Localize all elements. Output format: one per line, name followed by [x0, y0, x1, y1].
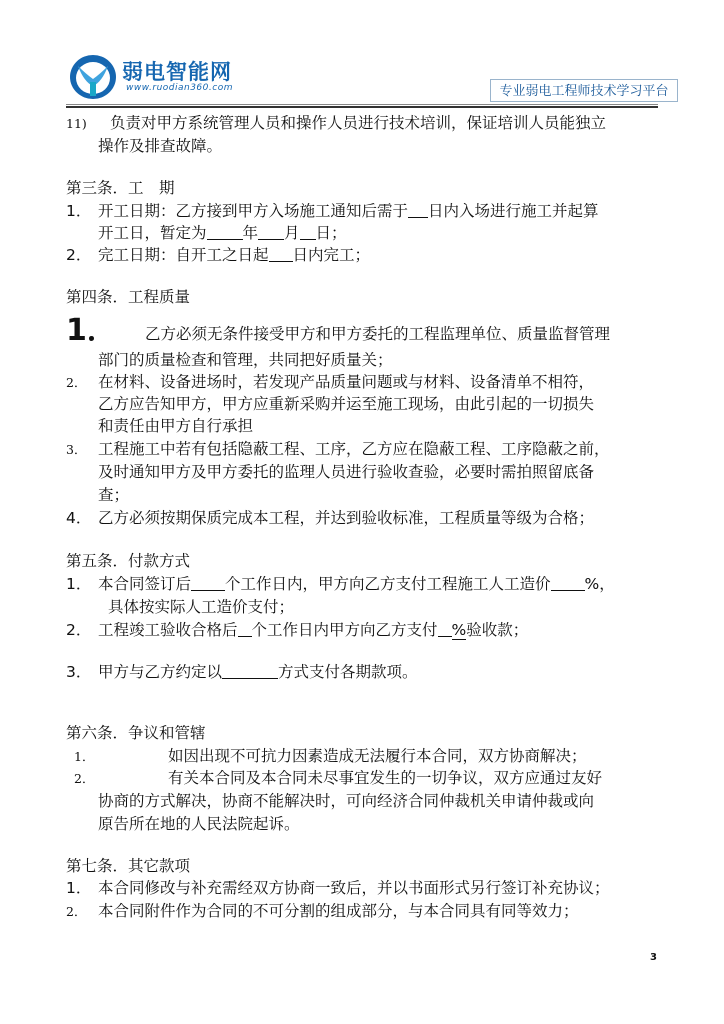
item-number: 2． — [66, 246, 92, 264]
page-number: 3 — [650, 952, 657, 963]
item-number: 2． — [66, 621, 92, 639]
item-number: 1． — [66, 202, 92, 220]
item-number: 2． — [74, 771, 95, 786]
blank-field — [207, 223, 243, 240]
paragraph-line: 操作及排查故障。 — [98, 137, 223, 155]
item-number: 2． — [66, 375, 87, 390]
section-heading: 第六条．争议和管辖 — [66, 724, 206, 742]
blank-field — [551, 574, 585, 591]
logo-url: www.ruodian360.com — [126, 83, 233, 93]
paragraph-line: 部门的质量检查和管理，共同把好质量关； — [98, 351, 393, 369]
item-number-large: 1． — [66, 313, 117, 348]
item-number: 3． — [66, 663, 92, 681]
paragraph-line: 乙方应告知甲方，甲方应重新采购并运至施工现场，由此引起的一切损失 — [98, 395, 595, 413]
list-item: 1． 本合同签订后 个工作日内，甲方向乙方支付工程施工人工造价 %， — [66, 575, 615, 593]
item-number: 1． — [74, 749, 95, 764]
blank-field — [300, 223, 316, 240]
list-item-continuation: 开工日，暂定为 年 月 日； — [98, 224, 347, 242]
blank-field — [222, 662, 278, 679]
blank-field — [408, 201, 428, 218]
paragraph-line: 及时通知甲方及甲方委托的监理人员进行验收查验，必要时需拍照留底备 — [98, 463, 595, 481]
paragraph-line: 如因出现不可抗力因素造成无法履行本合同，双方协商解决； — [168, 747, 587, 765]
item-number: 3． — [66, 442, 87, 457]
item-number: 1． — [66, 575, 92, 593]
header-tagline: 专业弱电工程师技术学习平台 — [490, 79, 678, 102]
paragraph-line: 本合同附件作为合同的不可分割的组成部分，与本合同具有同等效力； — [98, 902, 579, 920]
section-heading: 第五条．付款方式 — [66, 552, 191, 570]
blank-field — [438, 620, 452, 637]
paragraph-line: 乙方必须按期保质完成本工程，并达到验收标准，工程质量等级为合格； — [98, 509, 595, 527]
item-number: 11) — [66, 116, 87, 131]
blank-field — [191, 574, 225, 591]
logo-text: 弱电智能网 — [122, 60, 232, 84]
paragraph-line: 负责对甲方系统管理人员和操作人员进行技术培训，保证培训人员能独立 — [110, 114, 607, 132]
paragraph-line: 在材料、设备进场时，若发现产品质量问题或与材料、设备清单不相符， — [98, 373, 595, 391]
list-item: 2． 工程竣工验收合格后 个工作日内甲方向乙方支付 %验收款； — [66, 621, 529, 639]
paragraph-line: 有关本合同及本合同未尽事宜发生的一切争议，双方应通过友好 — [168, 769, 603, 787]
paragraph-line: 工程施工中若有包括隐蔽工程、工序，乙方应在隐蔽工程、工序隐蔽之前， — [98, 440, 610, 458]
section-heading: 第三条．工 期 — [66, 179, 175, 197]
paragraph-line: 具体按实际人工造价支付； — [108, 598, 295, 616]
list-item: 2． 完工日期：自开工之日起 日内完工； — [66, 246, 371, 264]
section-heading: 第七条．其它款项 — [66, 857, 191, 875]
blank-field — [269, 245, 293, 262]
blank-field — [258, 223, 284, 240]
item-number: 2． — [66, 904, 87, 919]
paragraph-line: 查； — [98, 486, 130, 504]
item-number: 4． — [66, 509, 92, 527]
paragraph-line: 和责任由甲方自行承担 — [98, 417, 254, 435]
paragraph-line: 本合同修改与补充需经双方协商一致后，并以书面形式另行签订补充协议； — [98, 879, 610, 897]
paragraph-line: 协商的方式解决，协商不能解决时，可向经济合同仲裁机关申请仲裁或向 — [98, 792, 595, 810]
blank-field — [238, 620, 252, 637]
list-item: 1． 开工日期：乙方接到甲方入场施工通知后需于 日内入场进行施工并起算 — [66, 202, 599, 220]
paragraph-line: 乙方必须无条件接受甲方和甲方委托的工程监理单位、质量监督管理 — [145, 325, 611, 343]
list-item: 3． 甲方与乙方约定以 方式支付各期款项。 — [66, 663, 418, 681]
section-heading: 第四条．工程质量 — [66, 288, 191, 306]
item-number: 1． — [66, 879, 92, 897]
paragraph-line: 原告所在地的人民法院起诉。 — [98, 815, 300, 833]
